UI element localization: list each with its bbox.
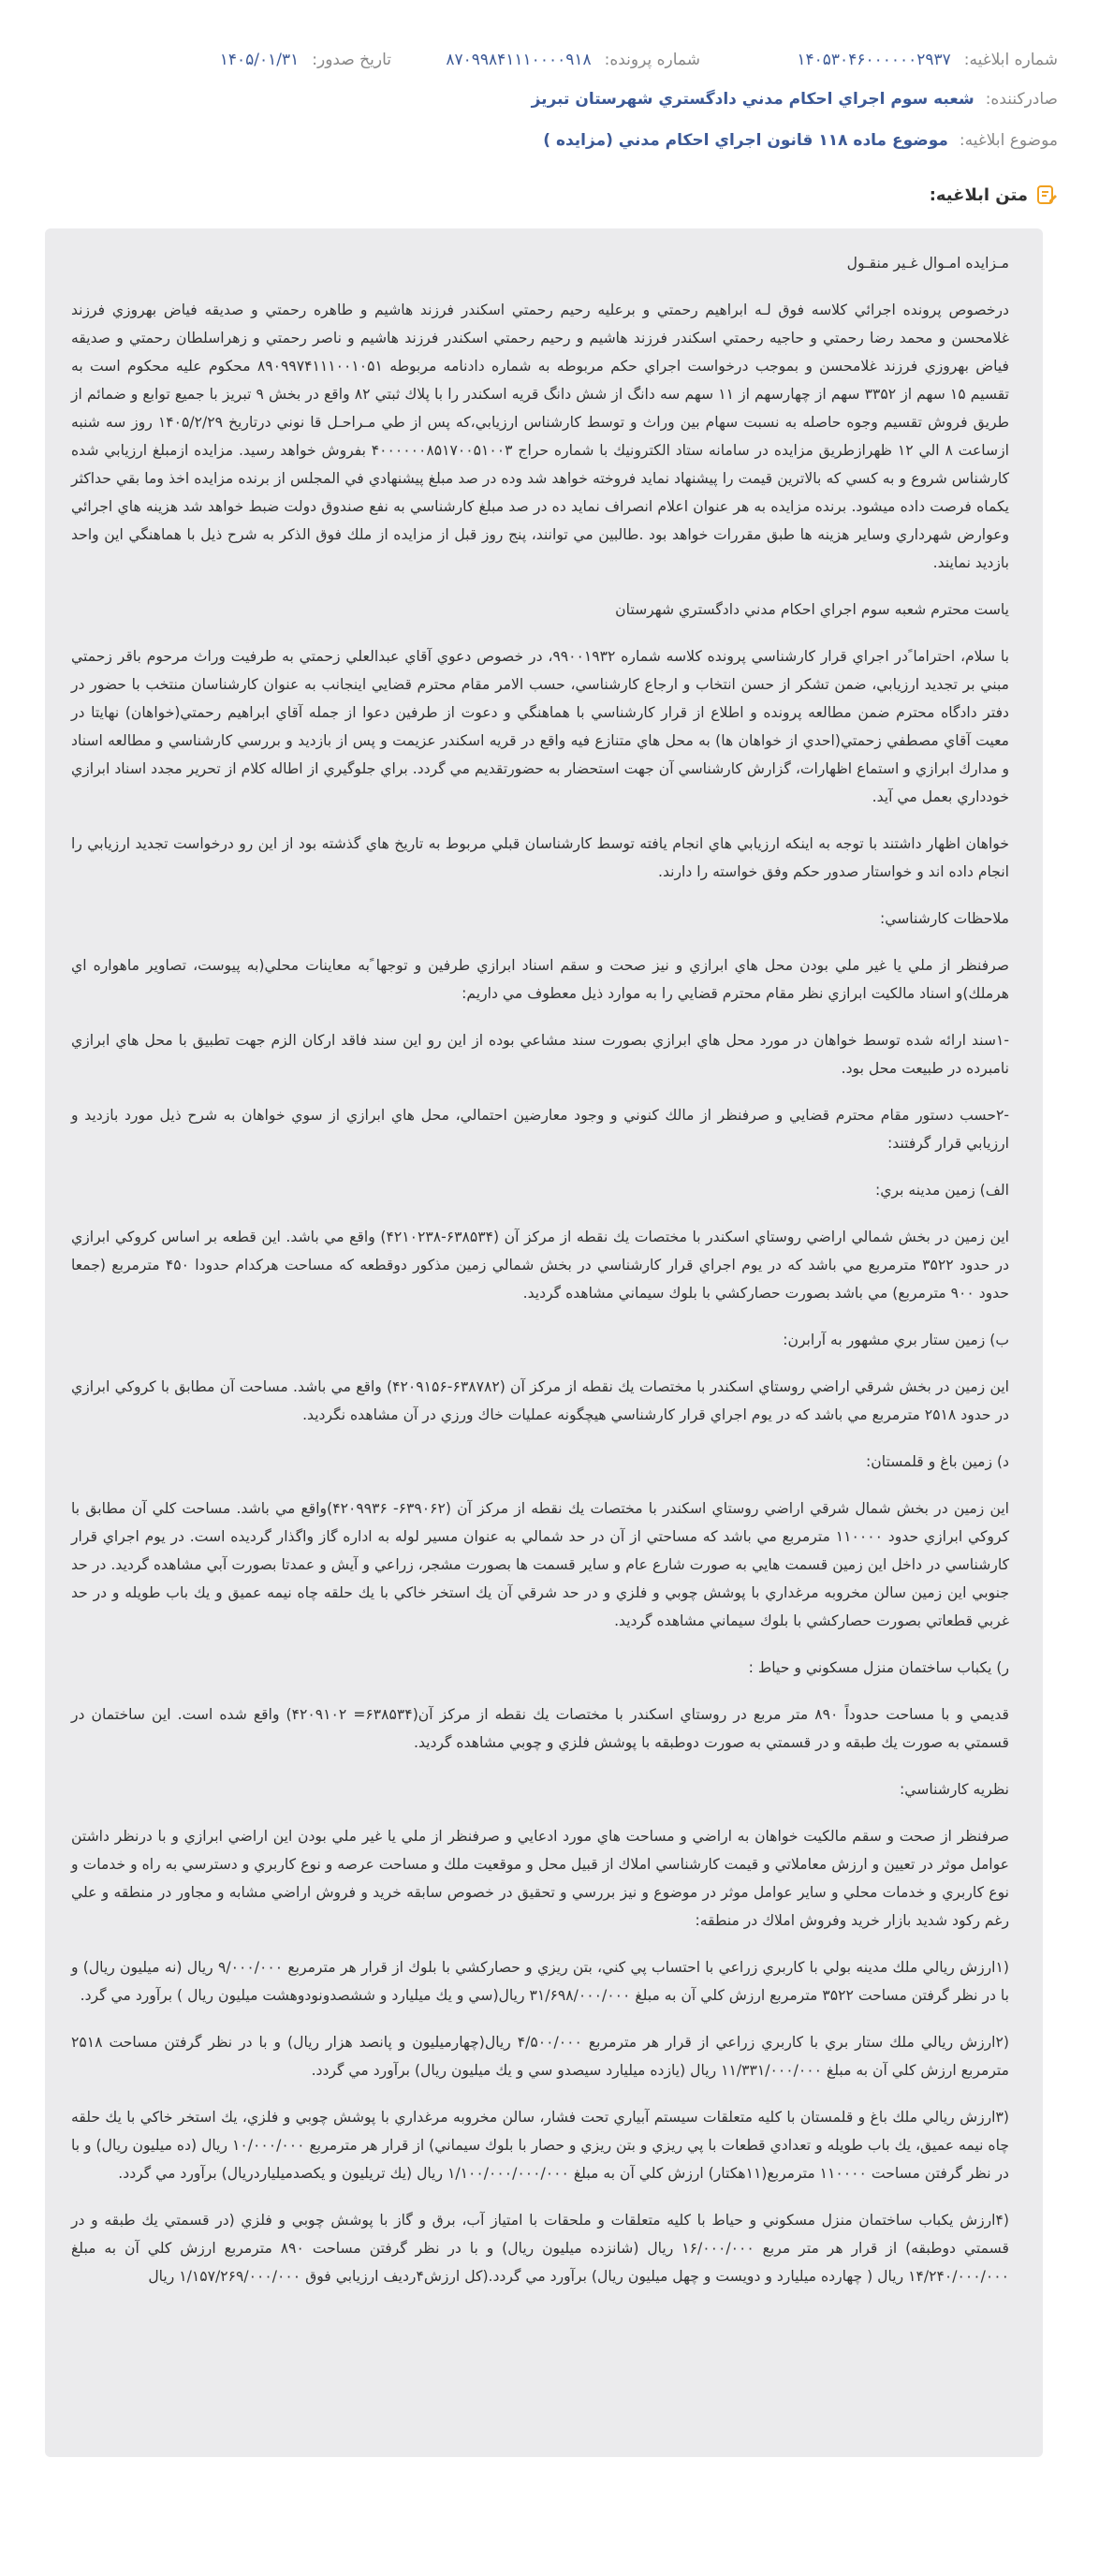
heading-expert-opinion: نظريه كارشناسي: bbox=[900, 1781, 1009, 1798]
document-edit-icon bbox=[1035, 184, 1058, 206]
issue-date bbox=[220, 51, 391, 69]
paragraph-note-1: -۱سند ارائه شده توسط خواهان در مورد محل هاي ابرازي بصورت سند مشاعي بوده از اين رو اين سند فاقد اركان الزم جهت تطبيق با محل هاي ابرازي نامبرده در طبيعت محل بود. bbox=[71, 1032, 1009, 1077]
issuer bbox=[532, 90, 1058, 109]
case-number bbox=[391, 51, 700, 69]
paragraph-land-d: اين زمين در بخش شمال شرقي اراضي روستاي اسكندر با مختصات يك نقطه از مركز آن (۶۳۹۰۶۲- ۴۲۰۹۹۳۶)واقع مي باشد. مساحت كلي آن مطابق با كروكي ابرازي حدود ۱۱۰۰۰۰ مترمربع مي باشد كه مساحتي از آن در حد شمالي به عنوان مسير لوله به اداره گاز واگذار گرديده است. در يوم اجراي قرار كارشناسي در داخل اين زمين قسمت هايي به صورت شارع عام و ساير قسمت ها بصورت مشجر، زراعي و آيش و عمدتا بصورت آبي مشاهده گرديد. در حد جنوبي اين زمين سالن مخروبه مرغداري با پوشش چوبي و فلزي و در حد شرقي آن يك استخر خاكي با يك حلقه چاه نيمه عميق و يك باب طويله و در حد غربي قطعاتي بصورت حصاركشي با بلوك سيماني مشاهده گرديد. bbox=[71, 1500, 1009, 1629]
auction-title: مـزايده امـوال غـير منقـول bbox=[846, 255, 1009, 272]
paragraph-opinion-intro: صرفنظر از صحت و سقم مالكيت خواهان به اراضي و مساحت هاي مورد ادعايي و صرفنظر از ملي يا غير ملي بودن اين اراضي ابرازي و با درنظر داشتن عوامل موثر در تعيين و ارزش معاملاتي و قيمت كارشناسي املاك از قبيل محل و موقعيت ملك و مساحت عرصه و نوع كاربري و دسترسي به راه و خدمات و نوع كاربري و خدمات محلي و ساير عوامل موثر در موضوع و نيز بررسي و تحقيق در خصوص سابقه خريد و فروش اراضي مشابه و مجاور در منطقه و علي رغم ركود شديد بازار خريد وفروش املاك در منطقه: bbox=[71, 1828, 1009, 1929]
paragraph-report-intro: با سلام، احتراما ًدر اجراي قرار كارشناسي پرونده كلاسه شماره ۹۹۰۰۱۹۳۲، در خصوص دعوي آقاي عبدالعلي زحمتي به طرفيت وراث مرحوم باقر زحمتي مبني بر تجديد ارزيابي، ضمن تشكر از حسن انتخاب و ارجاع كارشناسي، حسب الامر مقام محترم قضايي اينجانب به عنوان كارشناسان منتخب با حضور در دفتر دادگاه محترم ضمن مطالعه پرونده و اطلاع از قرار كارشناسي با هماهنگي و دعوت از طرفين دعوا از جمله آقاي ابراهيم رحمتي(خواهان) نهايتا در معيت آقاي مصطفي زحمتي(احدي از خواهان ها) به محل هاي متنازع فيه واقع در قريه اسكندر عزيمت و پس از بازديد و بررسي كارشناسي و مطالعه اسناد و مدارك ابرازي و استماع اظهارات، گزارش كارشناسي آن جهت استحضار به حضورتقديم مي گردد. براي جلوگيري از اطاله كلام از تحرير مجدد اسناد ابرازي خودداري بعمل مي آيد. bbox=[71, 648, 1009, 805]
paragraph-valuation-2: (۲ارزش ريالي ملك ستار بري با كاربري زراعي از قرار هر مترمربع ۴/۵۰۰/۰۰۰ ريال(چهارميليون و پانصد هزار ريال) و با در نظر گرفتن مساحت ۲۵۱۸ مترمربع ارزش كلي آن به مبلغ ۱۱/۳۳۱/۰۰۰/۰۰۰ ريال (يازده ميليارد سيصدو سي و يك ميليون ريال) برآورد مي گردد. bbox=[71, 2034, 1010, 2079]
paragraph-note-2: -۲حسب دستور مقام محترم قضايي و صرفنظر از مالك كنوني و وجود معارضين احتمالي، محل هاي ابرازي از سوي خواهان به شرح ذيل مورد بازديد و ارزيابي قرار گرفتند: bbox=[71, 1107, 1009, 1152]
paragraph-valuation-3: (۳ارزش ريالي ملك باغ و قلمستان با كليه متعلقات سيستم آبياري تحت فشار، سالن مخروبه مرغداري با پوشش چوبي و فلزي، يك استخر خاكي با يك حلقه چاه نيمه عميق، يك باب طويله و تعدادي قطعات با پي ريزي و بتن ريزي و حصار با بلوك سيماني) از قرار هر مترمربع ۱۰/۰۰۰/۰۰۰ ريال (ده ميليون ريال) و با در نظر گرفتن مساحت ۱۱۰۰۰۰ مترمربع(۱۱هكتار) ارزش كلي آن به مبلغ ۱/۱۰۰/۰۰۰/۰۰۰/۰۰۰ ريال (يك تريليون و يكصدميلياردريال) برآورد مي گردد. bbox=[71, 2109, 1009, 2182]
notice-number bbox=[700, 51, 1058, 69]
paragraph-valuation-1: (۱ارزش ريالي ملك مدينه بولي با كاربري زراعي با احتساب پي كني، بتن ريزي و حصاركشي با بلوك از قرار هر مترمربع ۹/۰۰۰/۰۰۰ ريال (نه ميليون ريال) و با در نظر گرفتن مساحت ۳۵۲۲ مترمربع ارزش كلي آن به مبلغ ۳۱/۶۹۸/۰۰۰/۰۰۰ ريال(سي و يك ميليارد و ششصدونودوهشت ميليون ريال ) برآورد مي گرد. bbox=[71, 1959, 1009, 2004]
notice-number-value: ۱۴۰۵۳۰۴۶۰۰۰۰۰۰۲۹۳۷ bbox=[797, 51, 951, 69]
notice-meta-row bbox=[41, 51, 1058, 69]
issue-date-label: تاريخ صدور: bbox=[312, 51, 391, 69]
paragraph-land-b: اين زمين در بخش شرقي اراضي روستاي اسكندر با مختصات يك نقطه از مركز آن (۶۳۸۷۸۲-۴۲۰۹۱۵۶) واقع مي باشد. مساحت آن مطابق با كروكي ابرازي در حدود ۲۵۱۸ مترمربع مي باشد كه در يوم اجراي قرار كارشناسي هيچگونه عمليات خاك ورزي در آن مشاهده نگرديد. bbox=[71, 1378, 1009, 1423]
subject bbox=[543, 131, 1058, 150]
case-number-value: ۸۷۰۹۹۸۴۱۱۱۰۰۰۰۹۱۸ bbox=[446, 51, 592, 69]
heading-house: ر) يكباب ساختمان منزل مسكوني و حياط : bbox=[748, 1659, 1009, 1676]
notice-number-label: شماره ابلاغيه: bbox=[963, 51, 1058, 69]
notice-text-title: متن ابلاغيه: bbox=[929, 184, 1028, 205]
paragraph-house: قديمي و با مساحت حدوداً ۸۹۰ متر مربع در روستاي اسكندر با مختصات يك نقطه از مركز آن(۶۳۸۵۳۴= ۴۲۰۹۱۰۲) واقع شده است. اين ساختمان در قسمتي به صورت يك طبقه و در قسمتي به صورت دوطبقه با پوشش فلزي و چوبي مشاهده گرديد. bbox=[71, 1706, 1010, 1751]
heading-land-a: الف) زمين مدينه بري: bbox=[875, 1182, 1009, 1199]
paragraph-auction: درخصوص پرونده اجرائي كلاسه فوق لـه ابراهيم رحمتي و برعليه رحيم رحمتي اسكندر فرزند هاشيم و طاهره رحمتي و صديقه فياض بهروزي فرزند غلامحسن و محمد رضا رحمتي و حاجيه رحمتي اسكندر فرزند هاشيم و رحيم رحمتي اسكندر فرزند هاشيم و ناصر رحمتي و زهراسلطان رحمتي و صديقه فياض بهروزي فرزند غلامحسن و بموجب درخواست اجراي حكم مربوطه به شماره دادنامه مربوطه ۸۹۰۹۹۷۴۱۱۱۰۰۱۰۵۱ محكوم عليه محكوم است به تقسيم ۱۵ سهم از ۳۳۵۲ سهم از چهارسهم از ۱۱ سهم سه دانگ از شش دانگ قريه اسكندر را با پلاك ثبتي ۸۲ واقع در بخش ۹ تبريز با جميع توابع و ضمائم از طريق فروش تقسيم وجوه حاصله به نسبت سهام بين وراث و توسط كارشناس ارزيابي،كه پس از طي مـراحـل قا نوني درتاريخ ۱۴۰۵/۲/۲۹ روز سه شنبه ازساعت ۸ الي ۱۲ ظهرازطريق مزايده در سامانه ستاد الكترونيك با شماره حراج ۴۰۰۰۰۰۰۸۵۱۷۰۰۵۱۰۰۳ بفروش خواهد رسيد. مزايده ازمبلغ ارزيابي شده كارشناس شروع و به كسي كه بالاترين قيمت را پيشنهاد نمايد فروخته خواهد شد وده در صد مبلغ پيشنهادي في المجلس از برنده مزايده اخذ وما بقي حداكثر يكماه فرصت داده ميشود. برنده مزايده به هر عنوان اعلام انصراف نمايد ده در صد مبلغ كارشناسي به نفع صندوق دولت ضبط خواهد شد هزينه هاي اجرائي وعوارض شهرداري وساير هزينه ها طبق مقررات خواهد بود .طالبين مي توانند، پنج روز قبل از مزايده از ملك فوق الذكر به شرح ذيل با هماهنگي اين واحد بازديد نمايند. bbox=[71, 302, 1009, 571]
issuer-value: شعبه سوم اجراي احكام مدني دادگستري شهرستان تبريز bbox=[531, 90, 974, 109]
subject-value: موضوع ماده ۱۱۸ قانون اجراي احكام مدني (مزايده ) bbox=[543, 131, 948, 150]
notice-body bbox=[45, 228, 1043, 2457]
heading-expert-notes: ملاحظات كارشناسي: bbox=[879, 910, 1009, 927]
paragraph-land-a: اين زمين در بخش شمالي اراضي روستاي اسكندر با مختصات يك نقطه از مركز آن (۶۳۸۵۳۴-۴۲۱۰۲۳۸) واقع مي باشد. اين قطعه بر اساس كروكي ابرازي در حدود ۳۵۲۲ مترمربع مي باشد كه در يوم اجراي قرار كارشناسي در بخش شمالي زمين مذكور دوقطعه كه مساحت هركدام حدودا ۴۵۰ مترمربع (جمعا حدود ۹۰۰ مترمربع) مي باشد بصورت حصاركشي با بلوك سيماني مشاهده گرديد. bbox=[71, 1229, 1010, 1302]
paragraph-addressee: ياست محترم شعبه سوم اجراي احكام مدني دادگستري شهرستان bbox=[615, 601, 1009, 618]
case-number-label: شماره پرونده: bbox=[604, 51, 700, 69]
issue-date-value: ۱۴۰۵/۰۱/۳۱ bbox=[219, 51, 300, 69]
paragraph-valuation-4: (۴ارزش يكباب ساختمان منزل مسكوني و حياط با كليه متعلقات و ملحقات با امتياز آب، برق و گاز با پوشش چوبي و فلزي (در قسمتي يك طبقه و در قسمتي دوطبقه) از قرار هر متر مربع ۱۶/۰۰۰/۰۰۰ ريال (شانزده ميليون ريال) و با در نظر گرفتن مساحت ۸۹۰ مترمربع ارزش كلي آن به مبلغ ۱۴/۲۴۰/۰۰۰/۰۰۰ ريال ( چهارده ميليارد و دويست و چهل ميليون ريال) برآورد مي گردد.(كل ارزش۴رديف ارزيابي فوق ۱/۱۵۷/۲۶۹/۰۰۰/۰۰۰ ريال bbox=[71, 2212, 1009, 2285]
subject-label: موضوع ابلاغيه: bbox=[959, 131, 1058, 150]
heading-land-b: ب) زمين ستار بري مشهور به آرابرن: bbox=[783, 1332, 1009, 1348]
heading-land-d: د) زمين باغ و قلمستان: bbox=[866, 1453, 1009, 1470]
issuer-label: صادرکننده: bbox=[985, 90, 1058, 109]
paragraph-notes-intro: صرفنظر از ملي يا غير ملي بودن محل هاي ابرازي و نيز صحت و سقم اسناد ابرازي طرفين و توجها ًبه معاينات محلي(به پيوست، تصاوير ماهواره اي هرملك)و اسناد مالكيت ابرازي نظر مقام محترم قضايي را به موارد ذيل معطوف مي داريم: bbox=[71, 957, 1009, 1002]
notice-text-header bbox=[930, 184, 1058, 206]
paragraph-plaintiff-statement: خواهان اظهار داشتند با توجه به اينكه ارزيابي هاي انجام يافته توسط كارشناسان قبلي مربوط به تاريخ هاي گذشته بود از اين رو درخواست تجديد ارزيابي را انجام داده اند و خواستار صدور حكم وفق خواسته را دارند. bbox=[71, 835, 1009, 880]
